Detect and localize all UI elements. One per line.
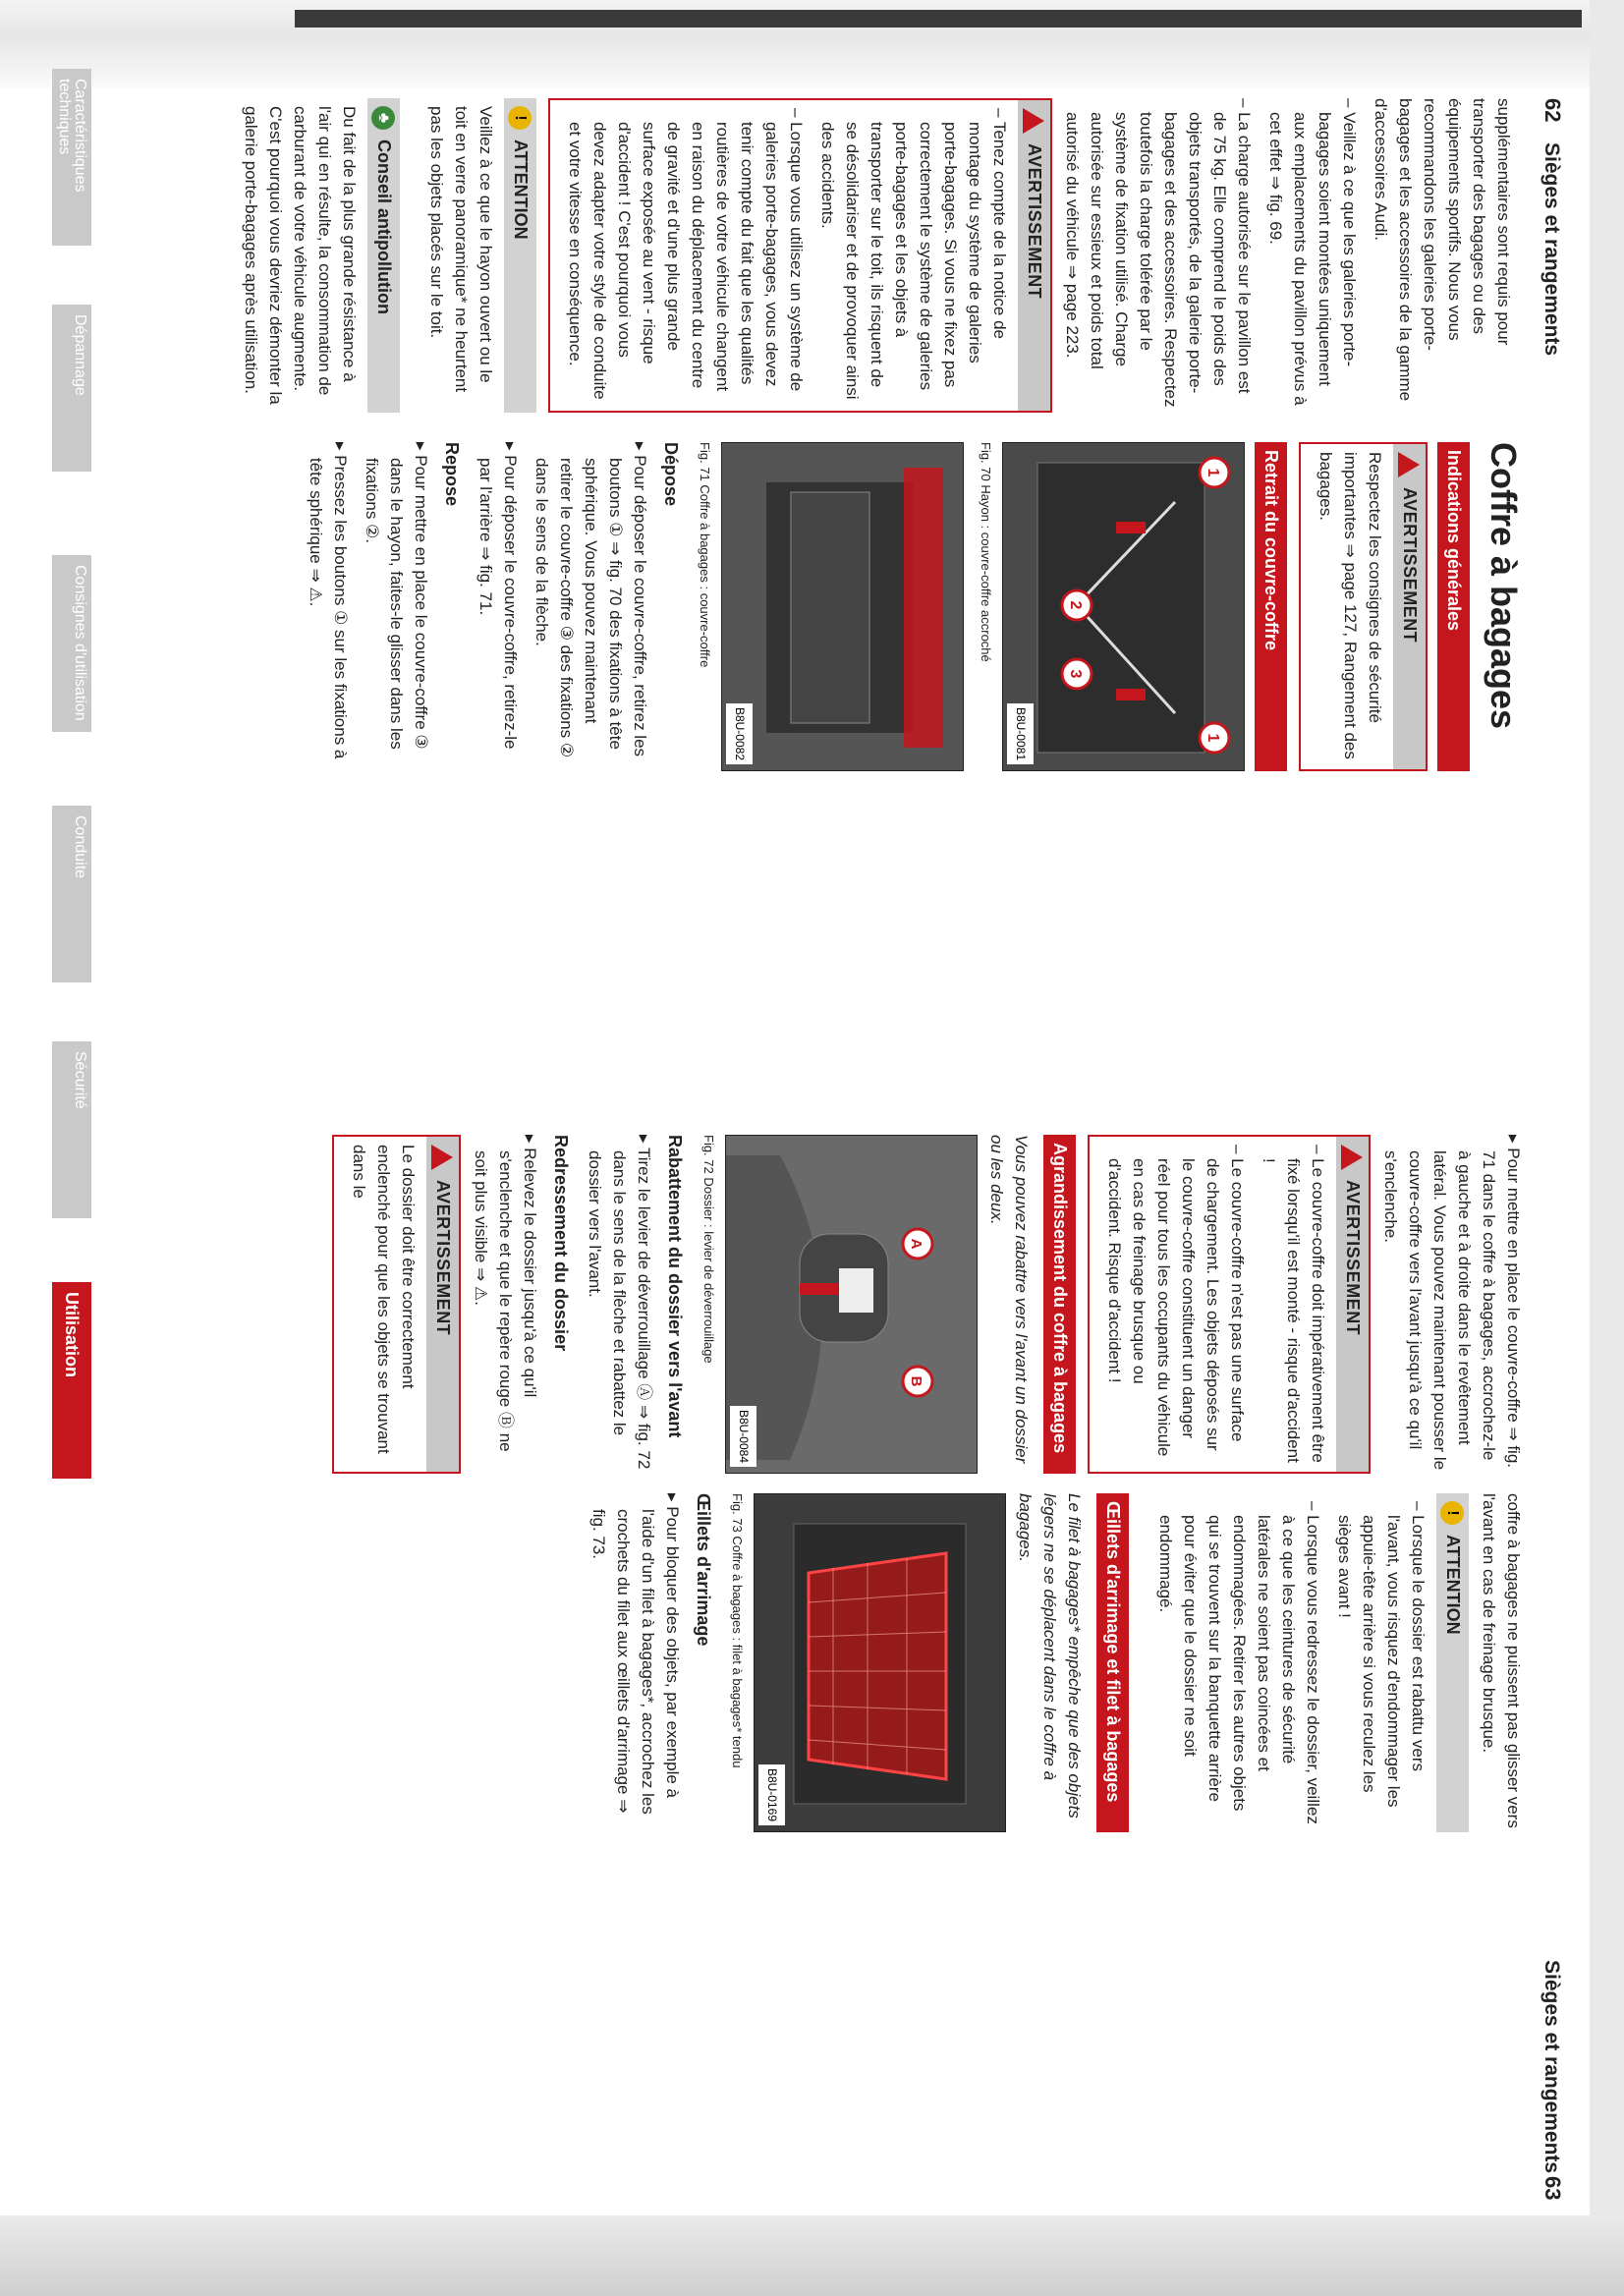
exclamation-icon: ! [1441,1501,1465,1525]
right-running-head: Sièges et rangements [1540,1960,1563,2174]
step: ▸ Pour bloquer des objets, par exemple à l'aide d'un filet à bagages*, accrochez les crochets du filet aux œillets d'arrimage ⇒ fig. 73. [587,1493,685,1832]
cargo-net-illustration [755,1494,1005,1832]
left-column-1 [214,98,1516,413]
warning-triangle-icon [1024,108,1045,134]
warning-header [1018,100,1050,411]
step: ▸ Pressez les boutons ① sur les fixations à tête sphérique ⇒ ⚠. [304,442,353,771]
warning-item: – Le couvre-coffre doit impérativement être fixé lorsqu'il est monté - risque d'accident ! [1260,1145,1327,1463]
attention-header [1436,1493,1469,1832]
subheading-oeillets: Œillets d'arrimage [694,1493,713,1647]
hatch-cover-illustration [1003,443,1244,771]
attention-item: – Lorsque le dossier est rabattu vers l'avant, vous risquez d'endommager les appuie-tête arrière si vous reculez les sièges avant ! [1335,1501,1428,1808]
figure-code: B8U-0084 [730,1406,756,1467]
step: ▸ Pour déposer le couvre-coffre, retirez les boutons ① ⇒ fig. 70 des fixations à tête sphérique. Vous pouvez maintenant retirer le couvre-coffre ③ des fixations ② dans le sens de la flèche. [530,442,652,771]
warning-box [1299,442,1428,771]
section-intro: Vous pouvez rabattre vers l'avant un dossier ou les deux. [987,1135,1031,1464]
warning-title: AVERTISSEMENT [1343,1180,1363,1336]
left-column-2 [297,442,1531,771]
attention-text: Veillez à ce que le hayon ouvert ou le toit en verre panoramique* ne heurtent pas les objets placés sur le toit. [427,106,495,393]
eco-tip-header [367,98,400,413]
chapter-tabs [52,0,91,2296]
warning-item: – Tenez compte de la notice de montage du système de galeries porte-bagages. Si vous ne fixez pas correctement le système de galeries porte-bagages et les objets à transporter sur le toit, ils risquent de se désolidariser et de provoquer ainsi des accidents. [818,108,1009,400]
luggage-cover-illustration [722,443,963,771]
section-heading: Agrandissement du coffre à bagages [1043,1135,1076,1474]
eco-tip-title: Conseil antipollution [374,140,394,314]
figure-73 [754,1493,1006,1832]
warning-triangle-icon [1399,452,1421,477]
svg-text:1: 1 [1204,733,1221,743]
figure-code: B8U-0081 [1007,703,1034,764]
attention-title: ATTENTION [511,140,531,240]
step: ▸ Pour mettre en place le couvre-coffre ⇒ fig. 71 dans le coffre à bagages, accrochez-le à gauche et à droite dans le revêtement latéral. Vous pouvez maintenant pousser le couvre-coffre vers l'avant jusqu'à ce qu'il s'enclenche. [1378,1135,1526,1474]
svg-text:2: 2 [1067,600,1084,610]
figure-72 [725,1135,978,1474]
paragraph: supplémentaires sont requis pour transporter des bagages ou des équipements sportifs. Nous vous recommandons les galeries porte-bagages et les accessoires de la gamme d'accessoires Audi. [1372,98,1513,402]
attention-box [1141,1493,1469,1832]
section-intro: Le filet à bagages* empêche que des objets légers ne se déplacent dans le coffre à bagages. [1016,1493,1084,1819]
step: ▸ Pour déposer le couvre-coffre, retirez-le par l'arrière ⇒ fig. 71. [474,442,523,771]
warning-header [1393,444,1426,769]
tab-conduite[interactable]: Conduite [52,806,91,982]
warning-box [548,98,1052,413]
step: ▸ Tirez le levier de déverrouillage Ⓐ ⇒ fig. 72 dans le sens de la flèche et rabattez le dossier vers l'avant. [583,1135,656,1474]
figure-code: B8U-0169 [758,1764,785,1825]
tab-utilisation[interactable]: Utilisation [52,1282,91,1479]
tab-consignes[interactable]: Consignes d'utilisation [52,555,91,732]
step: ▸ Relevez le dossier jusqu'à ce qu'il s'enclenche et que le repère rouge Ⓑ ne soit plus visible ⇒ ⚠. [469,1135,542,1474]
right-page-number: 63 [1540,2176,1565,2201]
figure-71 [721,442,964,771]
figure-caption: Fig. 70 Hayon : couvre-coffre accroché [979,442,993,662]
figure-caption: Fig. 73 Coffre à bagages : filet à bagages* tendu [730,1493,745,1768]
subheading-redressement: Redressement du dossier [551,1135,571,1352]
subheading-depose: Dépose [661,442,681,507]
list-item: – La charge autorisée sur le pavillon est de 75 kg. Elle comprend le poids des objets transportés, de la galerie porte-bagages et des accessoires. Respectez toutefois la charge tolérée par le système de fixation utilisé. Charge autorisée sur essieux et poids total autorisé du véhicule ⇒ page 223. [1063,98,1254,408]
svg-text:A: A [908,1238,924,1250]
left-running-head: Sièges et rangements [1540,142,1563,357]
attention-title: ATTENTION [1443,1535,1463,1635]
attention-header [504,98,536,413]
subheading-repose: Repose [442,442,462,507]
attention-item: – Lorsque vous redressez le dossier, veillez à ce que les ceintures de sécurité latérales ne soient pas coincées et endommagées. Retirer les autres objets qui se trouvent sur la banquette arrière pour éviter que le dossier ne soit endommagé. [1156,1501,1322,1824]
warning-text: Le dossier doit être correctement enclenché pour que les objets se trouvant dans le [350,1145,418,1454]
warning-box [332,1135,461,1474]
subheading-rabattement: Rabattement du dossier vers l'avant [665,1135,685,1438]
warning-title: AVERTISSEMENT [433,1180,453,1336]
eco-tip-text: Du fait de la plus grande résistance à l'air qui en résulte, la consommation de carburant de votre véhicule augmente. C'est pourquoi vous devriez démonter la galerie porte-bagages après utilisation. [242,106,359,405]
right-column-1 [320,1135,1526,1474]
warning-header [1336,1137,1369,1472]
section-heading: Indications générales [1437,442,1470,771]
tab-caracteristiques[interactable]: Caractéristiques techniques [52,69,91,246]
warning-text: Respectez les consignes de sécurité importantes ⇒ page 127, Rangement des bagages. [1316,452,1384,759]
warning-title: AVERTISSEMENT [1025,143,1044,300]
right-column-2 [580,1493,1526,1832]
warning-box [1088,1135,1371,1474]
warning-triangle-icon [1342,1145,1364,1170]
seat-lever-illustration [726,1136,977,1474]
warning-header [426,1137,459,1472]
figure-code: B8U-0082 [726,703,753,764]
tab-securite[interactable]: Sécurité [52,1041,91,1218]
step: ▸ Pour mettre en place le couvre-coffre ③ dans le hayon, faites-le glisser dans les fixations ②. [360,442,433,771]
warning-item: – Lorsque vous utilisez un système de galeries porte-bagages, vous devez tenir compte du fait que les qualités routières de votre véhicule changent en raison du déplacement du centre de gravité et d'une plus grande surface exposée au vent - risque d'accident ! C'est pourquoi vous devez adapter votre style de conduite et votre vitesse en conséquence. [566,108,806,400]
section-heading: Œillets d'arrimage et filet à bagages [1096,1493,1129,1832]
figure-caption: Fig. 71 Coffre à bagages : couvre-coffre [698,442,712,668]
svg-text:3: 3 [1067,669,1084,679]
warning-item: – Le couvre-coffre n'est pas une surface de chargement. Les objets déposés sur le couvre-coffre constituent un danger réel pour tous les occupants du véhicule en cas de freinage brusque ou d'accident. Risque d'accident ! [1105,1145,1247,1457]
leaf-icon: ♣ [372,106,396,130]
figure-caption: Fig. 72 Dossier : levier de déverrouillage [701,1135,716,1364]
tab-depannage[interactable]: Dépannage [52,305,91,472]
paragraph: coffre à bagages ne puissent pas glisser vers l'avant en cas de freinage brusque. [1480,1493,1523,1828]
section-heading: Retrait du couvre-coffre [1255,442,1287,771]
figure-70 [1002,442,1245,771]
list-item: – Veillez à ce que les galeries porte-bagages soient montées uniquement aux emplacements du pavillon prévus à cet effet ⇒ fig. 69. [1266,98,1359,406]
chapter-title: Coffre à bagages [1484,442,1524,730]
eco-tip-box [226,98,400,413]
attention-box [412,98,536,413]
svg-text:1: 1 [1204,468,1221,477]
svg-text:B: B [908,1375,924,1387]
left-page-number: 62 [1540,98,1565,123]
warning-title: AVERTISSEMENT [1400,487,1420,644]
exclamation-icon: ! [509,106,532,130]
warning-triangle-icon [432,1145,454,1170]
